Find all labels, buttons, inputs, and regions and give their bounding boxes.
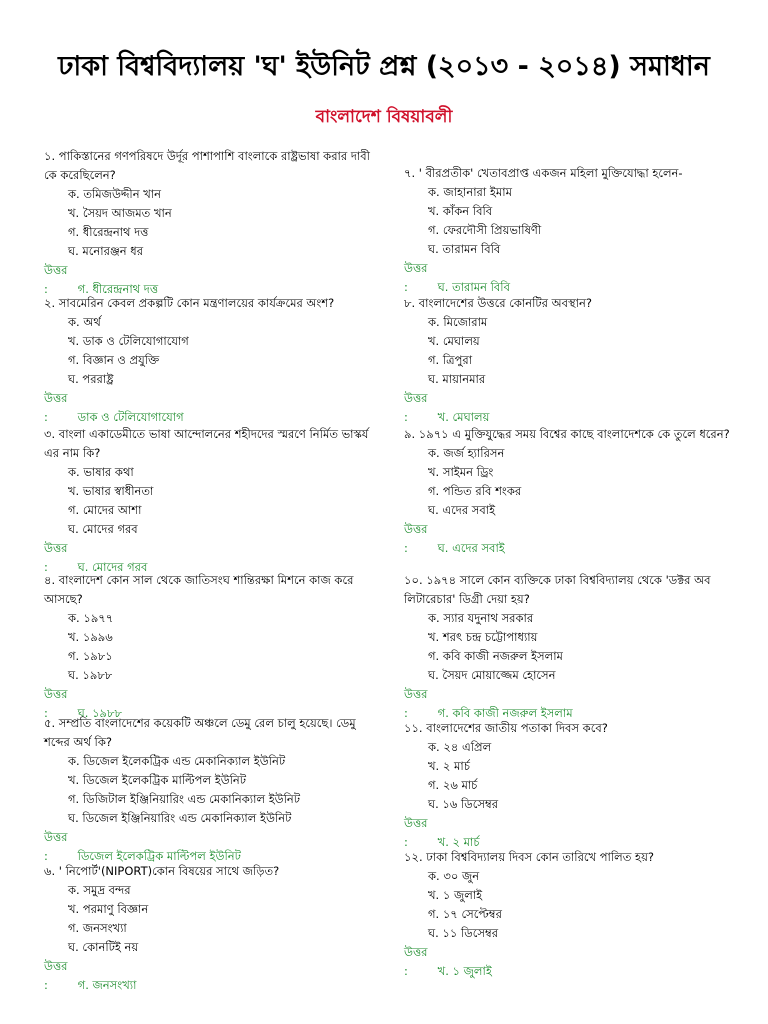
answer-text: ডিজেল ইলেকট্রিক মাল্টিপল ইউনিট <box>77 849 241 863</box>
answer-label: উত্তর : <box>404 816 428 849</box>
answer-line <box>404 259 734 297</box>
section-subtitle: বাংলাদেশ বিষয়াবলী <box>315 107 453 127</box>
answer-line <box>404 520 734 558</box>
answer-label: উত্তর : <box>404 261 428 294</box>
answer-line <box>44 828 374 866</box>
option: ঘ. মায়ানমার <box>428 372 486 386</box>
option: খ. পরমাণু বিজ্ঞান <box>68 902 149 916</box>
option: ক. ডিজেল ইলেকট্রিক এন্ড মেকানিক্যাল ইউনিট <box>68 754 286 768</box>
answer-label: উত্তর : <box>44 263 68 296</box>
option: ক. সমুদ্র বন্দর <box>68 883 131 897</box>
question-8 <box>404 294 734 427</box>
answer-text: খ. মেঘালয় <box>437 410 490 424</box>
question-10 <box>404 571 734 723</box>
question-stem: ১. পাকিস্তানের গণপরিষদে উর্দূর পাশাপাশি বাংলাকে রাষ্ট্রভাষা করার দাবী কে করেছিলেন? <box>44 149 370 182</box>
option: গ. ফেরদৌসী প্রিয়ভাষিণী <box>428 223 542 237</box>
question-11 <box>404 719 734 852</box>
answer-label: উত্তর : <box>44 959 68 992</box>
option: খ. কাঁকন বিবি <box>428 204 493 218</box>
option: গ. জনসংখ্যা <box>68 921 127 935</box>
option: খ. ডাক ও টেলিযোগাযোগ <box>68 334 189 348</box>
answer-line <box>44 957 374 995</box>
question-5 <box>44 714 374 866</box>
answer-text: ঘ. ১৯৮৮ <box>77 706 122 720</box>
option: গ. কবি কাজী নজরুল ইসলাম <box>428 649 563 663</box>
question-stem: ৪. বাংলাদেশ কোন সাল থেকে জাতিসংঘ শান্তিরক্ষা মিশনে কাজ করে আসছে? <box>44 573 354 606</box>
option: খ. শরৎ চন্দ্র চট্টোপাধ্যায় <box>428 630 538 644</box>
question-stem: ৭. ' বীরপ্রতীক' খেতাবপ্রাপ্ত একজন মহিলা মুক্তিযোদ্ধা হলেন- <box>404 166 683 180</box>
option: খ. ভাষার স্বাধীনতা <box>68 484 154 498</box>
question-stem: ১০. ১৯৭৪ সালে কোন ব্যক্তিকে ঢাকা বিশ্ববিদ্যালয় থেকে 'ডক্টর অব লিটারেচার' ডিগ্রী দেয়া হয়? <box>404 573 711 606</box>
answer-line <box>44 389 374 427</box>
question-7 <box>404 164 734 297</box>
option: গ. ত্রিপুরা <box>428 353 473 367</box>
option: ক. মিজোরাম <box>428 315 488 329</box>
question-stem: ৮. বাংলাদেশের উত্তরে কোনটির অবস্থান? <box>404 296 592 310</box>
answer-label: উত্তর : <box>404 522 428 555</box>
answer-text: খ. ২ মার্চ <box>437 835 480 849</box>
question-stem: ১১. বাংলাদেশের জাতীয় পতাকা দিবস কবে? <box>404 721 608 735</box>
answer-label: উত্তর : <box>44 830 68 863</box>
option: ক. জর্জ হ্যারিসন <box>428 446 505 460</box>
answer-label: উত্তর : <box>44 391 68 424</box>
question-2 <box>44 294 374 427</box>
option: খ. ডিজেল ইলেকট্রিক মাল্টিপল ইউনিট <box>68 773 247 787</box>
question-stem: ২. সাবমেরিন কেবল প্রকল্পটি কোন মন্ত্রণালয়ের কার্যক্রমের অংশ? <box>44 296 335 310</box>
option: ঘ. কোনটিই নয় <box>68 940 139 954</box>
answer-label: উত্তর : <box>404 687 428 720</box>
answer-text: ঘ. মোদের গরব <box>77 560 148 574</box>
option: গ. ধীরেন্দ্রনাথ দত্ত <box>68 225 149 239</box>
answer-text: ঘ. তারামন বিবি <box>437 280 510 294</box>
option: ক. স্যার যদুনাথ সরকার <box>428 611 534 625</box>
option: খ. ১ জুলাই <box>428 888 483 902</box>
answer-line <box>404 389 734 427</box>
option: ঘ. পররাষ্ট্র <box>68 372 114 386</box>
question-stem: ৫. সম্প্রতি বাংলাদেশের কয়েকটি অঞ্চলে ডেমু রেল চালু হয়েছে। ডেমু শব্দের অর্থ কি? <box>44 716 356 749</box>
answer-text: গ. ধীরেন্দ্রনাথ দত্ত <box>77 282 159 296</box>
answer-label: উত্তর : <box>44 687 68 720</box>
question-stem: ১২. ঢাকা বিশ্ববিদ্যালয় দিবস কোন তারিখে পালিত হয়? <box>404 850 654 864</box>
option: গ. ২৬ মার্চ <box>428 778 478 792</box>
option: ঘ. ডিজেল ইঞ্জিনিয়ারিং এন্ড মেকানিক্যাল ইউনিট <box>68 811 292 825</box>
question-1 <box>44 147 374 299</box>
answer-label: উত্তর : <box>404 391 428 424</box>
option: গ. ডিজিটাল ইঞ্জিনিয়ারিং এন্ড মেকানিক্যাল ইউনিট <box>68 792 301 806</box>
page-title: ঢাকা বিশ্ববিদ্যালয় 'ঘ' ইউনিট প্রশ্ন (২০১৩ - ২০১৪) সমাধান <box>58 51 710 82</box>
option: ক. ভাষার কথা <box>68 465 134 479</box>
option: ঘ. সৈয়দ মোয়াজ্জেম হোসেন <box>428 668 556 682</box>
question-6 <box>44 862 374 995</box>
option: গ. মোদের আশা <box>68 503 142 517</box>
answer-line <box>404 943 734 981</box>
option: গ. ১৯৮১ <box>68 649 113 663</box>
question-9 <box>404 425 734 558</box>
option: ঘ. ১৬ ডিসেম্বর <box>428 797 499 811</box>
option: খ. ২ মার্চ <box>428 759 470 773</box>
answer-line <box>404 685 734 723</box>
option: গ. বিজ্ঞান ও প্রযুক্তি <box>68 353 160 367</box>
question-stem: ৩. বাংলা একাডেমীতে ভাষা আন্দোলনের শহীদদের স্মরণে নির্মিত ভাস্কর্য এর নাম কি? <box>44 427 369 460</box>
option: গ. ১৭ সেপ্টেম্বর <box>428 907 502 921</box>
question-stem: ৬. ' নিপোর্ট'(NIPORT)কোন বিষয়ের সাথে জড়িত? <box>44 864 280 878</box>
option: ঘ. মনোরঞ্জন ধর <box>68 244 144 258</box>
answer-text: ঘ. এদের সবাই <box>437 541 505 555</box>
question-12 <box>404 848 734 981</box>
question-stem: ৯. ১৯৭১ এ মুক্তিযুদ্ধের সময় বিশ্বের কাছে বাংলাদেশকে কে তুলে ধরেন? <box>404 427 730 441</box>
option: ক. ১৯৭৭ <box>68 611 114 625</box>
option: ক. তমিজউদ্দীন খান <box>68 187 161 201</box>
option: ক. ৩০ জুন <box>428 869 480 883</box>
question-4 <box>44 571 374 723</box>
option: খ. সাইমন ড্রিং <box>428 465 494 479</box>
option: ক. ২৪ এপ্রিল <box>428 740 492 754</box>
question-3 <box>44 425 374 577</box>
answer-text: ডাক ও টেলিযোগাযোগ <box>77 410 184 424</box>
option: ঘ. তারামন বিবি <box>428 242 501 256</box>
answer-label: উত্তর : <box>44 541 68 574</box>
option: ঘ. মোদের গরব <box>68 522 138 536</box>
answer-text: গ. কবি কাজী নজরুল ইসলাম <box>437 706 573 720</box>
option: ঘ. এদের সবাই <box>428 503 496 517</box>
option: ক. জাহানারা ইমাম <box>428 185 512 199</box>
option: গ. পন্ডিত রবি শংকর <box>428 484 522 498</box>
option: খ. সৈয়দ আজমত খান <box>68 206 172 220</box>
option: খ. মেঘালয় <box>428 334 480 348</box>
option: খ. ১৯৯৬ <box>68 630 113 644</box>
answer-label: উত্তর : <box>404 945 428 978</box>
answer-text: গ. জনসংখ্যা <box>77 978 137 992</box>
option: ঘ. ১১ ডিসেম্বর <box>428 926 499 940</box>
option: ক. অর্থ <box>68 315 101 329</box>
answer-text: খ. ১ জুলাই <box>437 964 492 978</box>
answer-line <box>404 814 734 852</box>
option: ঘ. ১৯৮৮ <box>68 668 113 682</box>
